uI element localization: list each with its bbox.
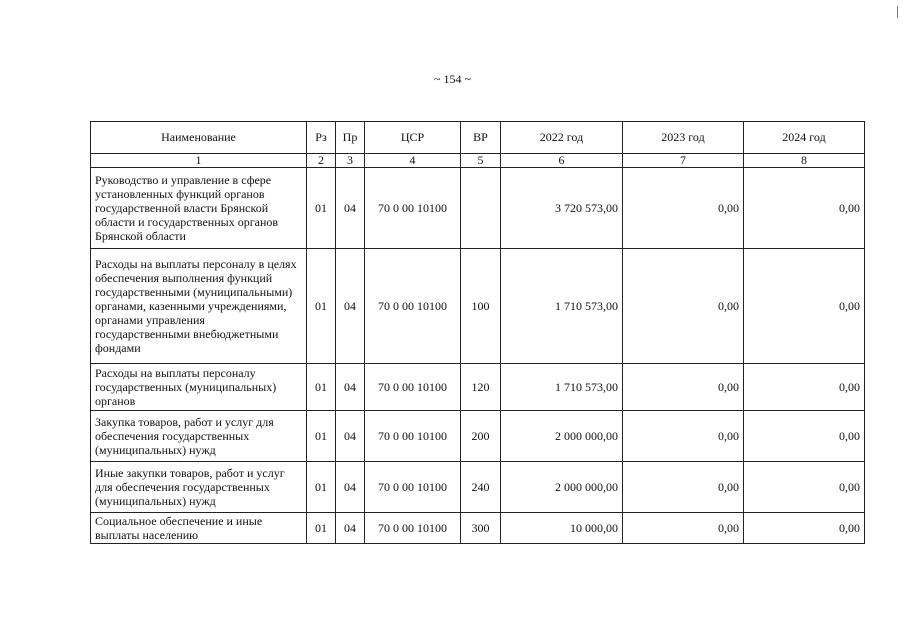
row-pr: 04 <box>336 462 365 513</box>
row-2024: 0,00 <box>744 411 865 462</box>
row-csr: 70 0 00 10100 <box>365 513 461 544</box>
row-vr <box>461 168 501 249</box>
row-2023: 0,00 <box>623 513 744 544</box>
row-name: Расходы на выплаты персоналу государственных (муниципальных) органов <box>91 364 307 411</box>
row-csr: 70 0 00 10100 <box>365 364 461 411</box>
header-rz: Рз <box>307 122 336 154</box>
row-2024: 0,00 <box>744 249 865 364</box>
row-csr: 70 0 00 10100 <box>365 462 461 513</box>
header-2022: 2022 год <box>501 122 623 154</box>
row-2023: 0,00 <box>623 168 744 249</box>
row-rz: 01 <box>307 411 336 462</box>
row-pr: 04 <box>336 249 365 364</box>
row-2024: 0,00 <box>744 364 865 411</box>
row-2022: 1 710 573,00 <box>501 364 623 411</box>
page-number: ~ 154 ~ <box>434 72 471 86</box>
row-name: Социальное обеспечение и иные выплаты населению <box>91 513 307 544</box>
header-csr: ЦСР <box>365 122 461 154</box>
header-2024: 2024 год <box>744 122 865 154</box>
column-index: 5 <box>461 154 501 168</box>
row-name: Иные закупки товаров, работ и услуг для обеспечения государственных (муниципальных) нужд <box>91 462 307 513</box>
table-row <box>91 462 865 513</box>
header-row <box>91 122 865 154</box>
row-2024: 0,00 <box>744 462 865 513</box>
header-2023: 2023 год <box>623 122 744 154</box>
row-rz: 01 <box>307 513 336 544</box>
table-row <box>91 411 865 462</box>
row-rz: 01 <box>307 249 336 364</box>
column-index: 4 <box>365 154 461 168</box>
header-pr: Пр <box>336 122 365 154</box>
row-pr: 04 <box>336 364 365 411</box>
row-2022: 2 000 000,00 <box>501 411 623 462</box>
row-name: Руководство и управление в сфере установленных функций органов государственной власти Брянской области и государственных органов Брянской области <box>91 168 307 249</box>
table-row <box>91 513 865 544</box>
row-vr: 240 <box>461 462 501 513</box>
row-rz: 01 <box>307 364 336 411</box>
row-csr: 70 0 00 10100 <box>365 411 461 462</box>
row-2023: 0,00 <box>623 462 744 513</box>
row-csr: 70 0 00 10100 <box>365 168 461 249</box>
row-vr: 100 <box>461 249 501 364</box>
row-pr: 04 <box>336 513 365 544</box>
row-2022: 10 000,00 <box>501 513 623 544</box>
column-index: 7 <box>623 154 744 168</box>
row-name: Закупка товаров, работ и услуг для обеспечения государственных (муниципальных) нужд <box>91 411 307 462</box>
row-2023: 0,00 <box>623 364 744 411</box>
row-vr: 200 <box>461 411 501 462</box>
column-index: 6 <box>501 154 623 168</box>
row-name: Расходы на выплаты персоналу в целях обеспечения выполнения функций государственными (муниципальными) органами, казенными учреждениями, органами управления государственными внебюджетными фондами <box>91 249 307 364</box>
row-2024: 0,00 <box>744 513 865 544</box>
column-index-row <box>91 154 865 168</box>
header-vr: ВР <box>461 122 501 154</box>
column-index: 2 <box>307 154 336 168</box>
table-row <box>91 249 865 364</box>
row-2024: 0,00 <box>744 168 865 249</box>
row-csr: 70 0 00 10100 <box>365 249 461 364</box>
scan-edge-mark <box>897 6 898 18</box>
row-2022: 1 710 573,00 <box>501 249 623 364</box>
row-pr: 04 <box>336 168 365 249</box>
row-vr: 120 <box>461 364 501 411</box>
header-name: Наименование <box>91 122 307 154</box>
row-rz: 01 <box>307 462 336 513</box>
row-pr: 04 <box>336 411 365 462</box>
row-2022: 2 000 000,00 <box>501 462 623 513</box>
row-rz: 01 <box>307 168 336 249</box>
column-index: 8 <box>744 154 865 168</box>
table-row <box>91 364 865 411</box>
column-index: 1 <box>91 154 307 168</box>
row-2022: 3 720 573,00 <box>501 168 623 249</box>
table-row <box>91 168 865 249</box>
row-2023: 0,00 <box>623 411 744 462</box>
row-vr: 300 <box>461 513 501 544</box>
budget-table <box>90 121 865 544</box>
row-2023: 0,00 <box>623 249 744 364</box>
column-index: 3 <box>336 154 365 168</box>
